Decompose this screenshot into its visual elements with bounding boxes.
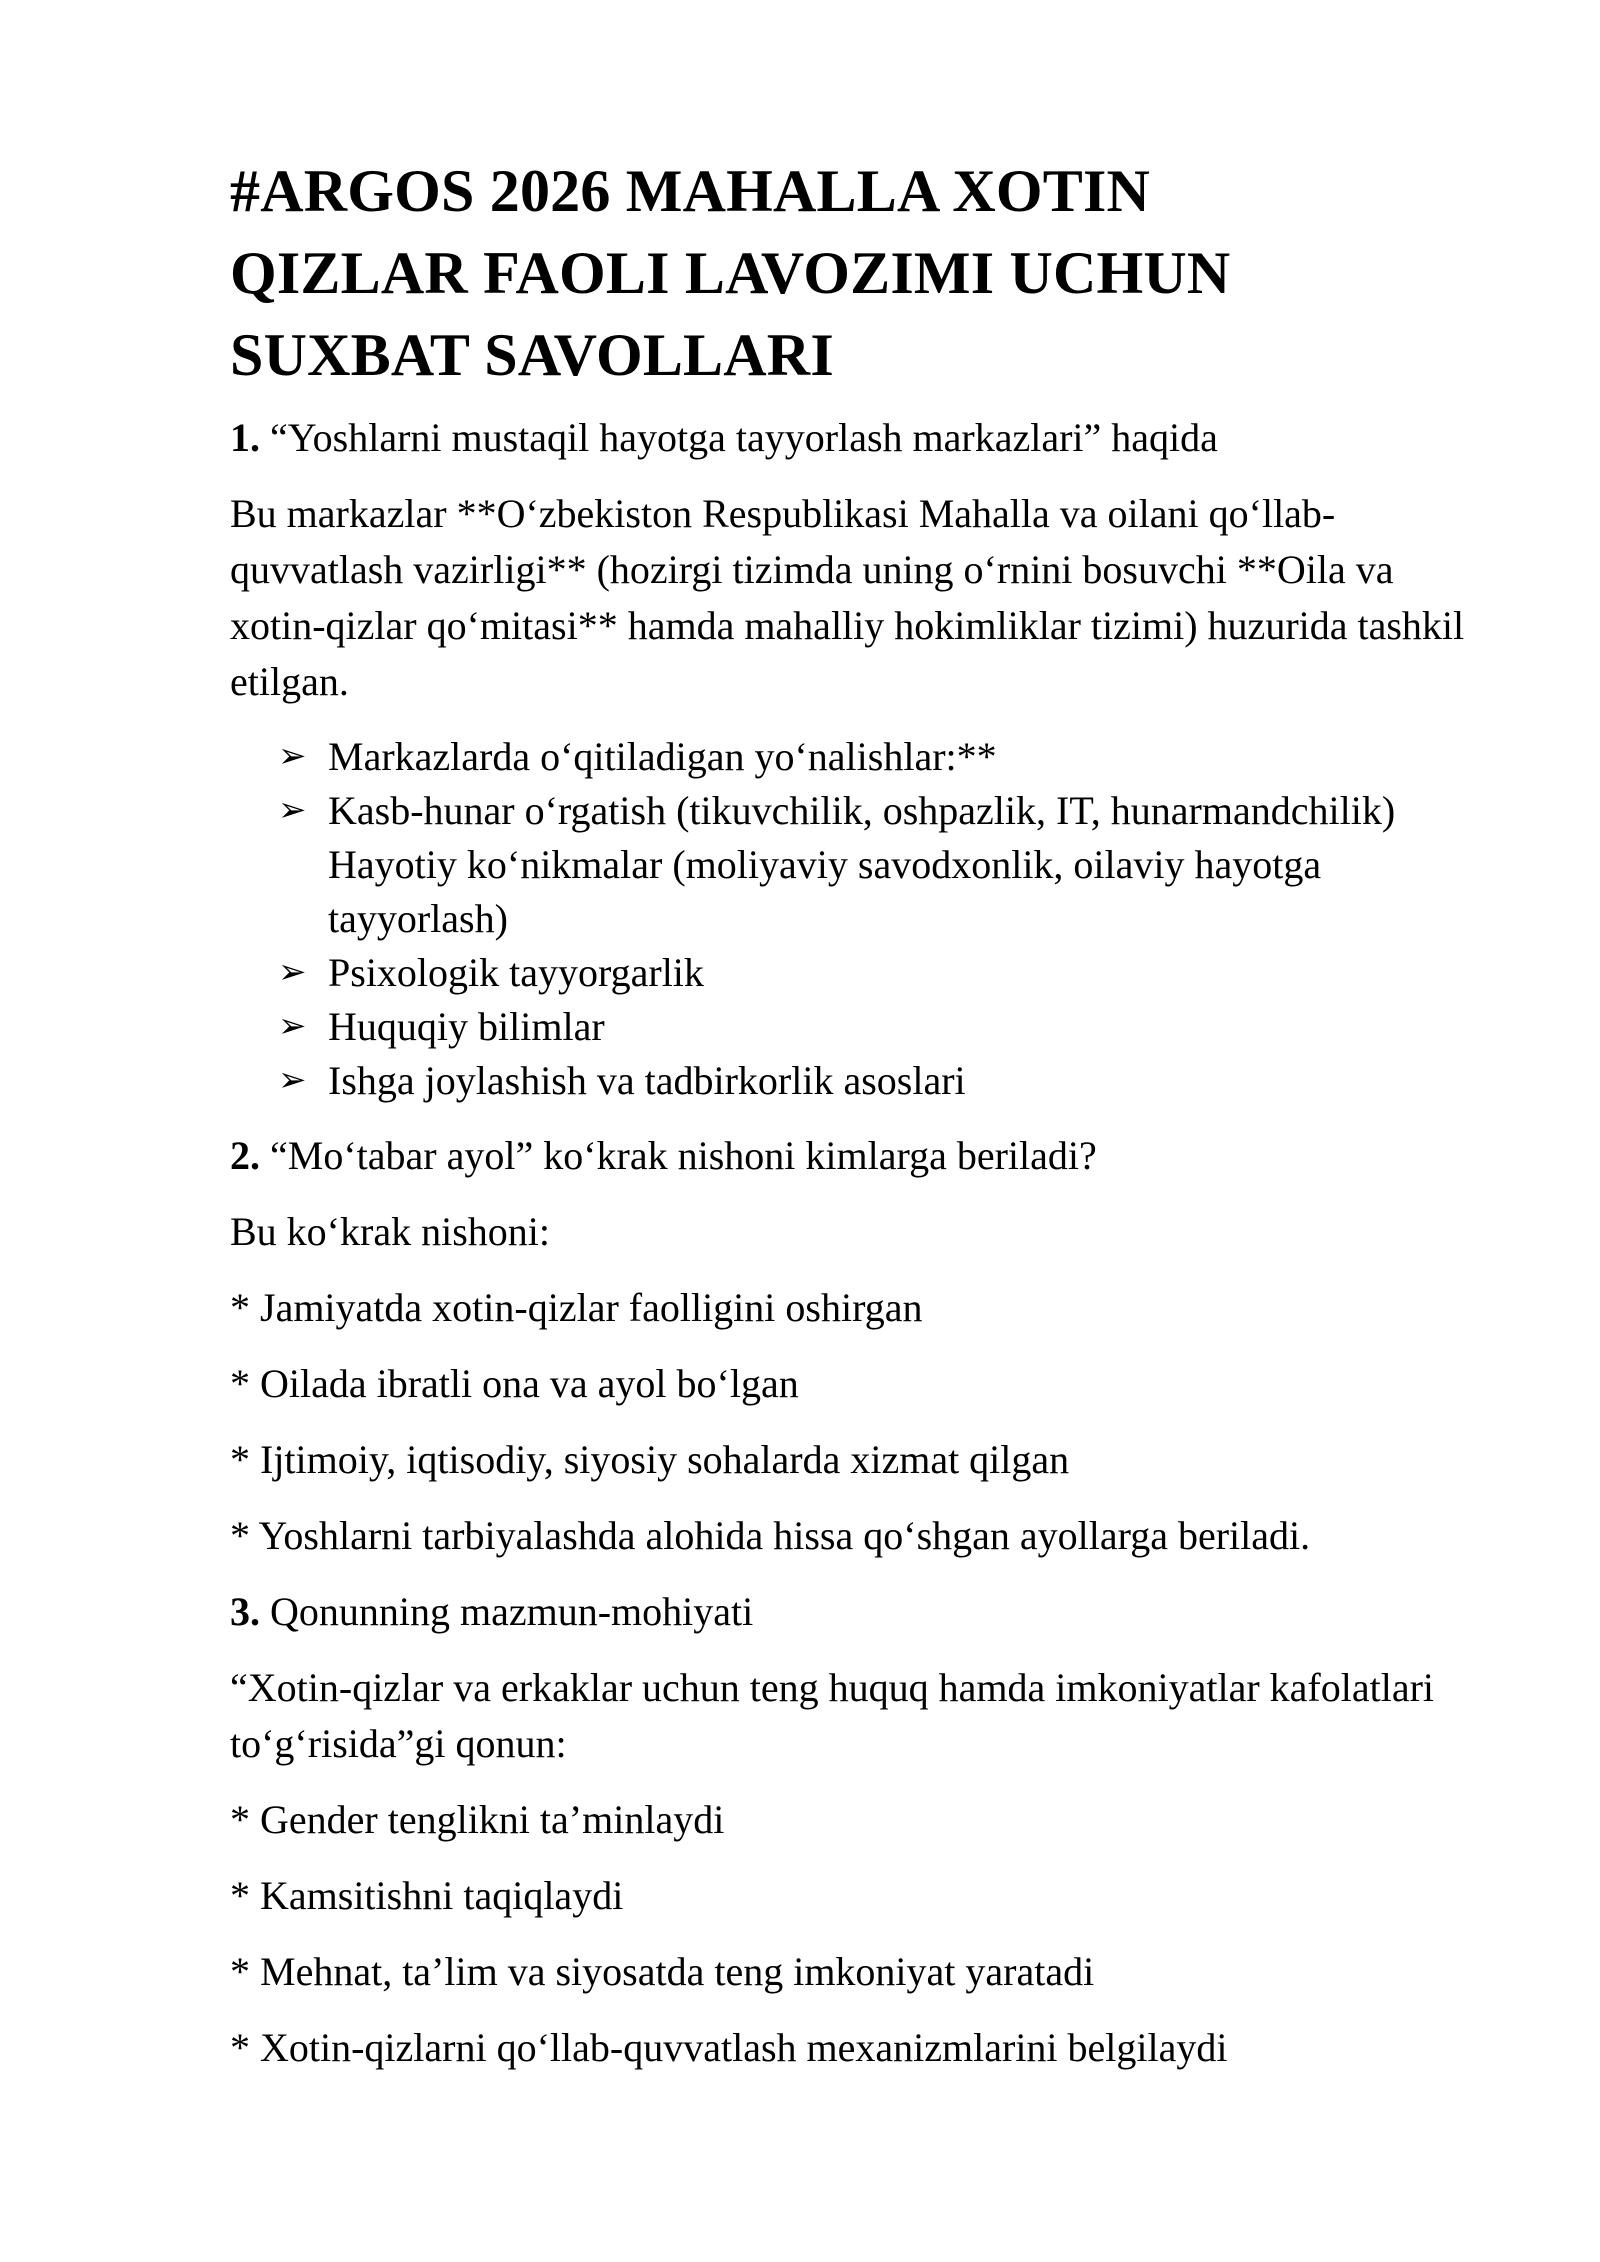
list-item: * Mehnat, ta’lim va siyosatda teng imkoniyat yaratadi <box>230 1949 1095 1994</box>
arrow-bullet-icon: ➢ <box>278 954 307 991</box>
list-item: * Gender tenglikni ta’minlaydi <box>230 1797 725 1842</box>
question-2-text: “Mo‘tabar ayol” ko‘krak nishoni kimlarga beriladi? <box>260 1133 1097 1178</box>
title-line-3: SUXBAT SAVOLLARI <box>230 322 834 388</box>
list-item: ➢ Psixologik tayyorgarlik <box>278 946 1490 1000</box>
arrow-bullet-icon: ➢ <box>278 1062 307 1099</box>
list-item: * Oilada ibratli ona va ayol bo‘lgan <box>230 1361 799 1406</box>
list-item: ➢ Huquqiy bilimlar <box>278 1000 1490 1054</box>
title-line-1: #ARGOS 2026 MAHALLA XOTIN <box>230 158 1151 224</box>
list-item: * Jamiyatda xotin-qizlar faolligini oshirgan <box>230 1285 923 1330</box>
question-2-heading <box>230 1128 1490 1184</box>
question-1-number: 1. <box>230 415 260 460</box>
question-1-bullet-list <box>230 730 1490 1108</box>
list-item: * Yoshlarni tarbiyalashda alohida hissa qo‘shgan ayollarga beriladi. <box>230 1513 1311 1558</box>
arrow-bullet-icon: ➢ <box>278 738 307 775</box>
question-3-number: 3. <box>230 1589 260 1634</box>
question-3-heading <box>230 1584 1490 1640</box>
list-item: * Ijtimoiy, iqtisodiy, siyosiy sohalarda xizmat qilgan <box>230 1437 1070 1482</box>
question-2-intro: Bu ko‘krak nishoni: <box>230 1209 550 1254</box>
document-title <box>230 150 1490 396</box>
question-1-heading <box>230 410 1490 466</box>
question-1-text: “Yoshlarni mustaqil hayotga tayyorlash markazlari” haqida <box>260 415 1218 460</box>
question-3-text: Qonunning mazmun-mohiyati <box>260 1589 754 1634</box>
arrow-bullet-icon: ➢ <box>278 792 307 829</box>
arrow-bullet-icon: ➢ <box>278 1008 307 1045</box>
title-line-2: QIZLAR FAOLI LAVOZIMI UCHUN <box>230 240 1231 306</box>
question-2-number: 2. <box>230 1133 260 1178</box>
list-item: * Kamsitishni taqiqlaydi <box>230 1873 624 1918</box>
question-3-intro: “Xotin-qizlar va erkaklar uchun teng huquq hamda imkoniyatlar kafolatlari to‘g‘risida”gi qonun: <box>230 1665 1435 1766</box>
question-1-paragraph: Bu markazlar **O‘zbekiston Respublikasi Mahalla va oilani qo‘llab-quvvatlash vazirligi** (hozirgi tizimda uning o‘rnini bosuvchi **Oila va xotin-qizlar qo‘mitasi** hamda mahalliy hokimliklar tizimi) huzurida tashkil etilgan. <box>230 491 1465 704</box>
list-item: * Xotin-qizlarni qo‘llab-quvvatlash mexanizmlarini belgilaydi <box>230 2025 1228 2070</box>
list-item: ➢ Ishga joylashish va tadbirkorlik asoslari <box>278 1054 1490 1108</box>
list-item: ➢ Markazlarda o‘qitiladigan yo‘nalishlar:** <box>278 730 1490 784</box>
list-item: ➢ Kasb-hunar o‘rgatish (tikuvchilik, oshpazlik, IT, hunarmandchilik) Hayotiy ko‘nikmalar (moliyaviy savodxonlik, oilaviy hayotga tayyorlash) <box>278 784 1490 946</box>
